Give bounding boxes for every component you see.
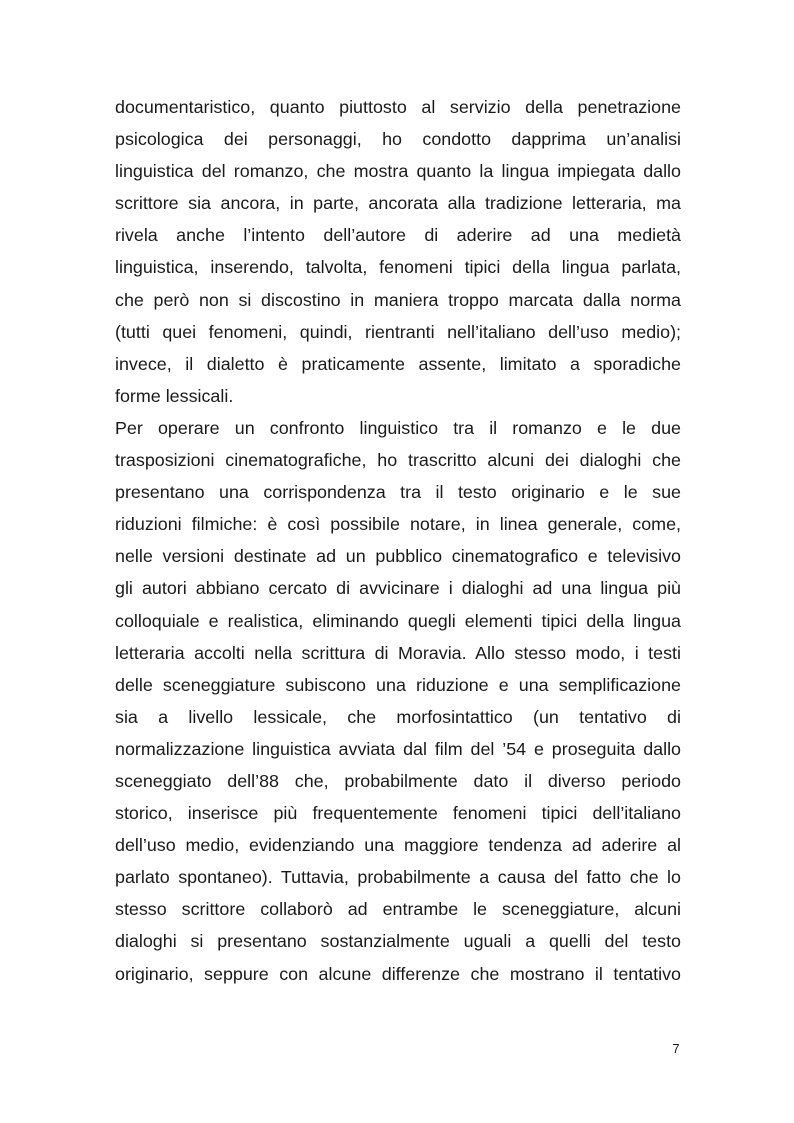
- text-line: che però non si discostino in maniera troppo marcata dalla norma: [115, 289, 681, 310]
- text-line: sia a livello lessicale, che morfosintattico (un tentativo di: [115, 706, 681, 727]
- text-line: presentano una corrispondenza tra il testo originario e le sue: [115, 482, 681, 503]
- text-line: (tutti quei fenomeni, quindi, rientranti nell’italiano dell’uso medio);: [115, 321, 681, 342]
- text-line: letteraria accolti nella scrittura di Moravia. Allo stesso modo, i testi: [115, 642, 681, 663]
- text-line: trasposizioni cinematografiche, ho trascritto alcuni dei dialoghi che: [115, 450, 681, 471]
- text-line: scrittore sia ancora, in parte, ancorata alla tradizione letteraria, ma: [115, 193, 681, 214]
- text-line: normalizzazione linguistica avviata dal film del ’54 e proseguita dallo: [115, 738, 681, 759]
- text-line: storico, inserisce più frequentemente fenomeni tipici dell’italiano: [115, 803, 681, 824]
- text-line: linguistica del romanzo, che mostra quanto la lingua impiegata dallo: [115, 161, 681, 182]
- body-text: [115, 91, 681, 990]
- page-number: 7: [672, 1041, 680, 1056]
- paragraph-2: [115, 412, 681, 990]
- text-line: riduzioni filmiche: è così possibile notare, in linea generale, come,: [115, 514, 681, 535]
- text-line: documentaristico, quanto piuttosto al servizio della penetrazione: [115, 97, 681, 117]
- text-line: forme lessicali.: [115, 385, 234, 406]
- text-line: originario, seppure con alcune differenze che mostrano il tentativo: [115, 963, 681, 984]
- text-line: colloquiale e realistica, eliminando quegli elementi tipici della lingua: [115, 610, 681, 631]
- text-line: nelle versioni destinate ad un pubblico cinematografico e televisivo: [115, 546, 681, 567]
- text-line: dialoghi si presentano sostanzialmente uguali a quelli del testo: [115, 931, 681, 952]
- text-line: delle sceneggiature subiscono una riduzione e una semplificazione: [115, 674, 681, 695]
- text-line: dell’uso medio, evidenziando una maggiore tendenza ad aderire al: [115, 835, 681, 856]
- paragraph-1: [115, 91, 681, 412]
- text-line: parlato spontaneo). Tuttavia, probabilmente a causa del fatto che lo: [115, 867, 681, 888]
- text-line: linguistica, inserendo, talvolta, fenomeni tipici della lingua parlata,: [115, 257, 681, 278]
- text-line: Per operare un confronto linguistico tra il romanzo e le due: [115, 417, 681, 438]
- text-line: psicologica dei personaggi, ho condotto dapprima un’analisi: [115, 129, 681, 150]
- text-line: rivela anche l’intento dell’autore di aderire ad una medietà: [115, 225, 681, 246]
- text-line: stesso scrittore collaborò ad entrambe le sceneggiature, alcuni: [115, 899, 681, 920]
- text-line: gli autori abbiano cercato di avvicinare i dialoghi ad una lingua più: [115, 578, 681, 599]
- text-line: invece, il dialetto è praticamente assente, limitato a sporadiche: [115, 353, 681, 374]
- text-line: sceneggiato dell’88 che, probabilmente dato il diverso periodo: [115, 770, 681, 791]
